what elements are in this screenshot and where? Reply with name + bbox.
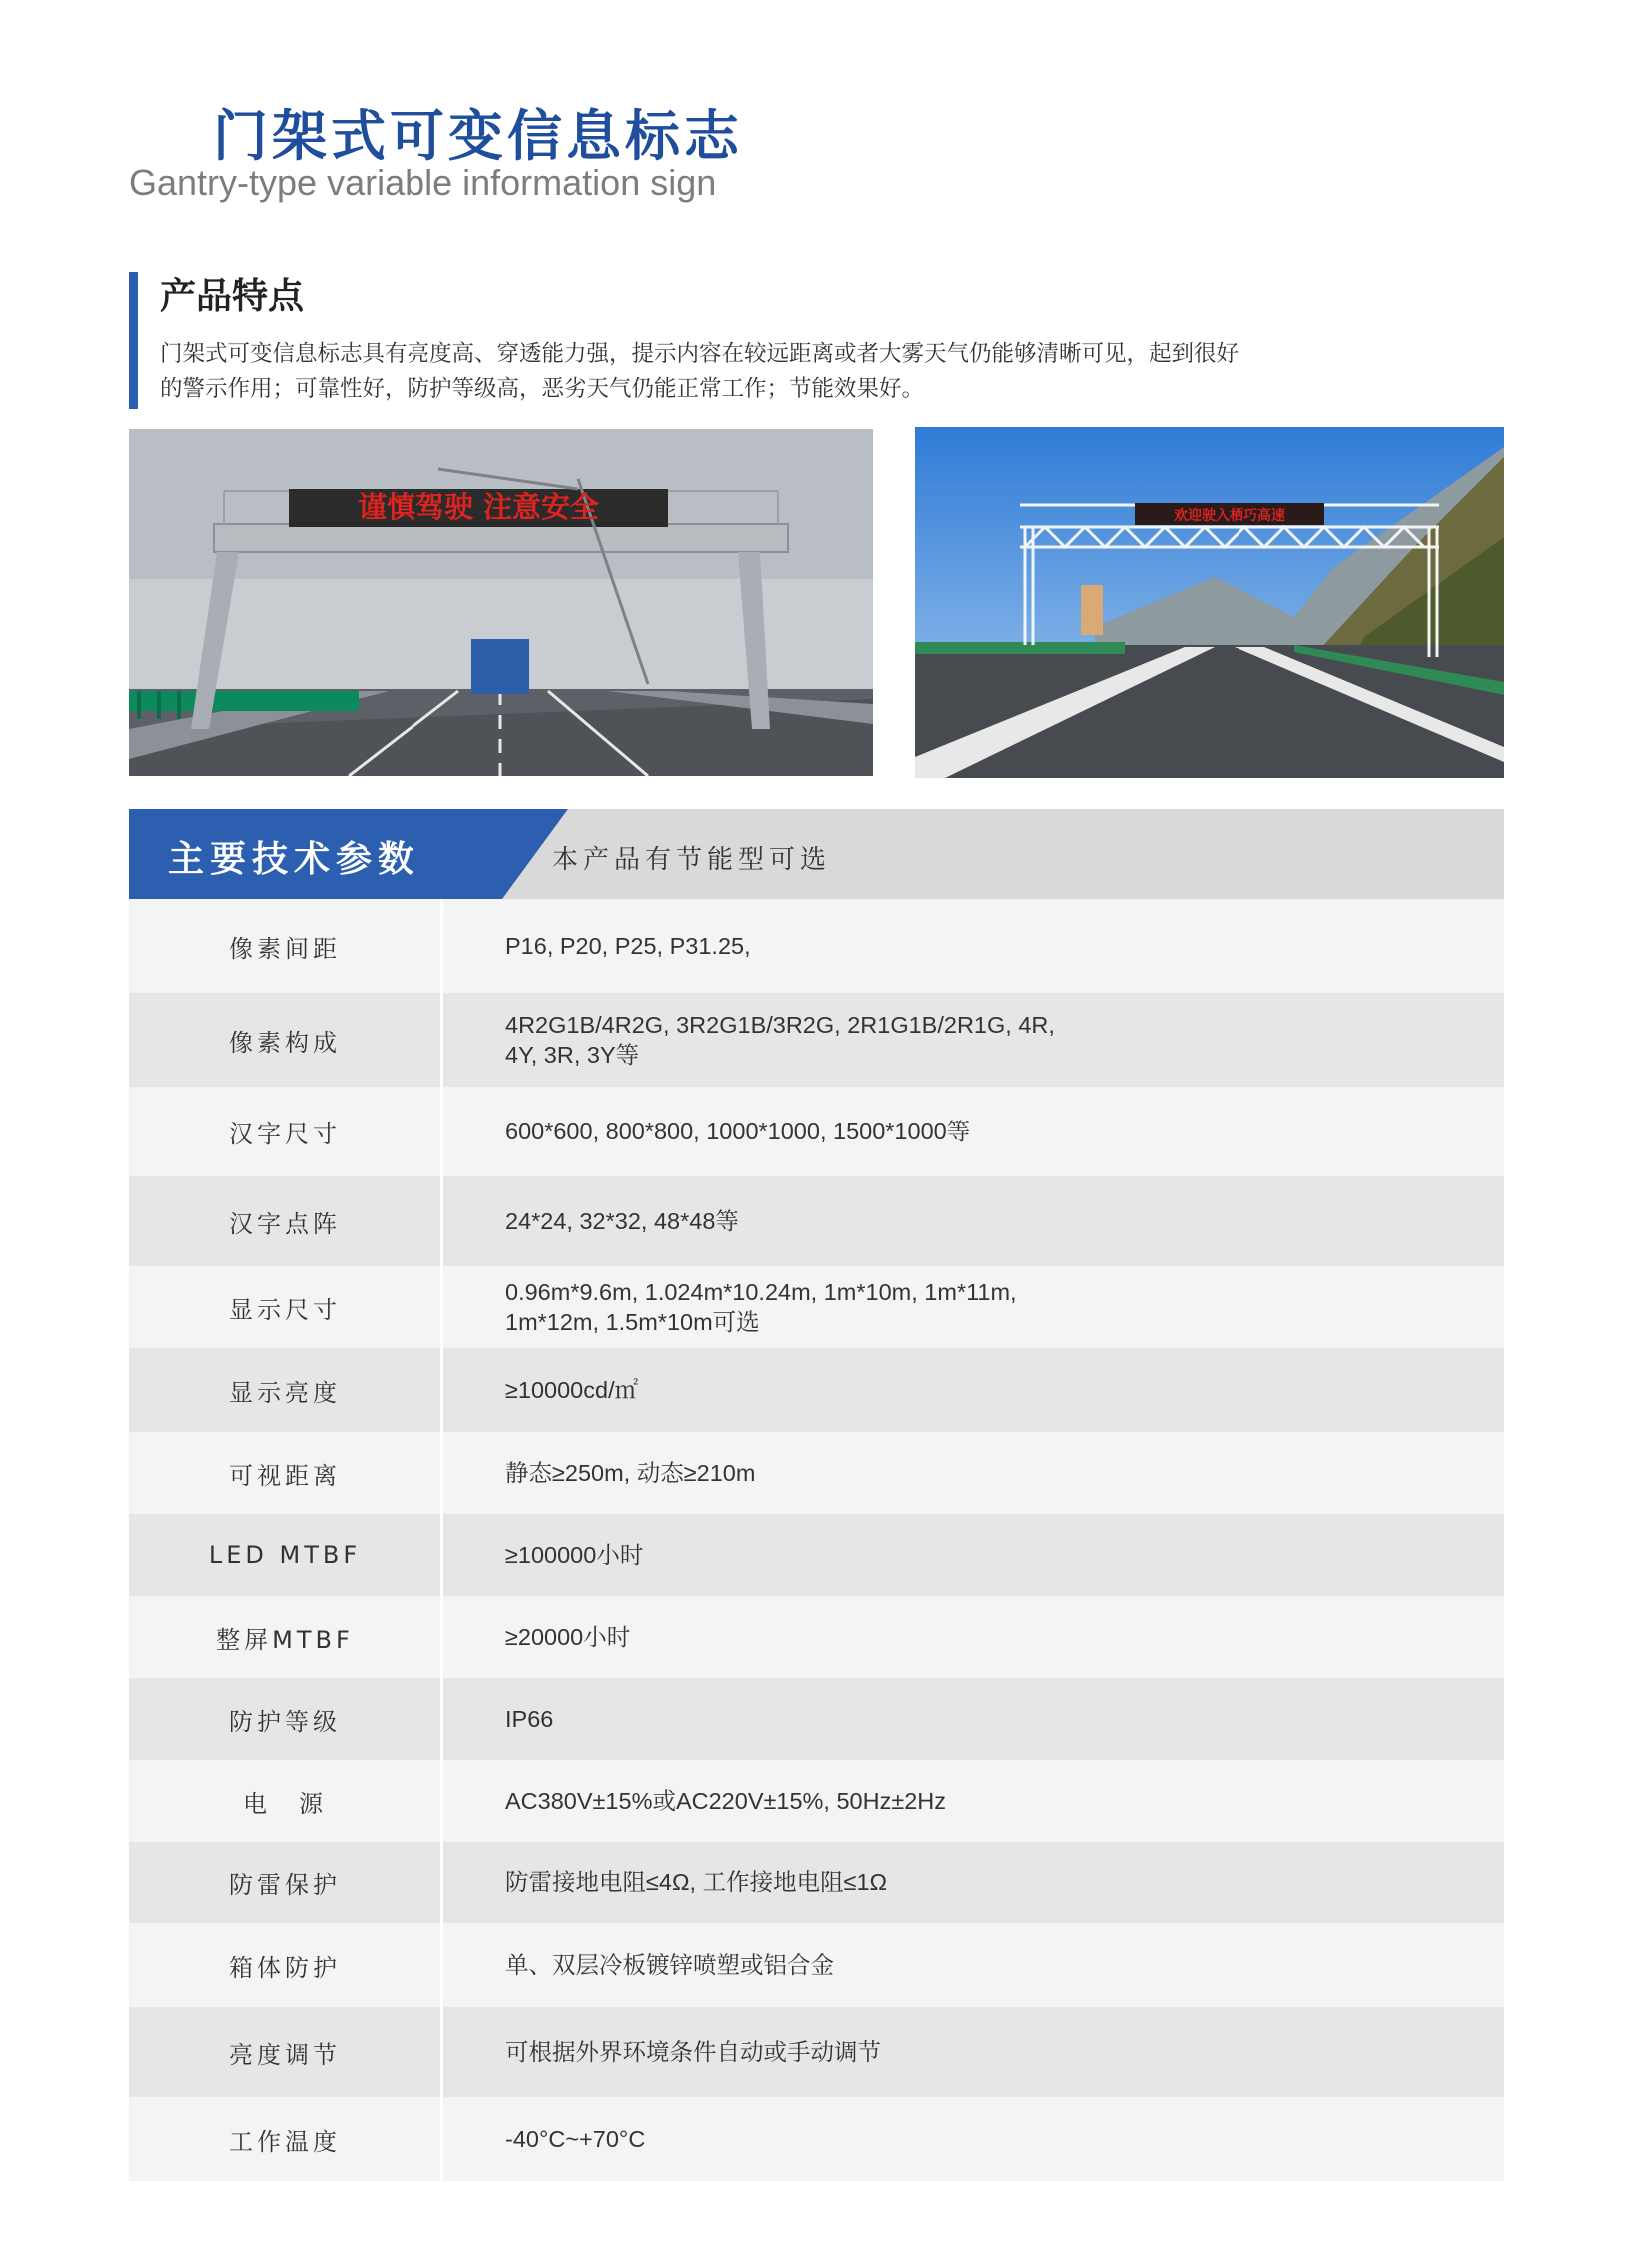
param-label: 工作温度 [129,2097,442,2181]
param-label: 汉字尺寸 [129,1087,442,1176]
table-row [129,1348,1504,1432]
param-label: 防雷保护 [129,1842,442,1923]
param-value [442,993,1505,1087]
param-value: 防雷接地电阻≤4Ω, 工作接地电阻≤1Ω [442,1842,1505,1923]
param-label: 可视距离 [129,1432,442,1514]
param-label: 防护等级 [129,1678,442,1760]
param-value: -40°C~+70°C [442,2097,1505,2181]
param-value: 单、双层冷板镀锌喷塑或铝合金 [442,1923,1505,2007]
param-value: 600*600, 800*800, 1000*1000, 1500*1000等 [442,1087,1505,1176]
param-value-line: 4Y, 3R, 3Y等 [505,1042,640,1068]
photo-mountain-gantry-sign [915,427,1504,778]
table-row [129,1266,1504,1348]
param-value [442,1266,1505,1348]
param-value: P16, P20, P25, P31.25, [442,899,1505,993]
param-value-line: 0.96m*9.6m, 1.024m*10.24m, 1m*10m, 1m*11m, [505,1279,1017,1305]
features-heading: 产品特点 [160,276,305,317]
param-value: ≥100000小时 [442,1514,1505,1596]
features-description: 门架式可变信息标志具有亮度高、穿透能力强，提示内容在较远距离或者大雾天气仍能够清晰可见，起到很好的警示作用；可靠性好，防护等级高，恶劣天气仍能正常工作；节能效果好。 [160,341,1239,402]
param-value-line: 4R2G1B/4R2G, 3R2G1B/3R2G, 2R1G1B/2R1G, 4R, [505,1012,1055,1038]
table-row [129,1596,1504,1678]
param-value: IP66 [442,1678,1505,1760]
page-title: 门架式可变信息标志 [213,104,744,168]
param-value: ≥20000小时 [442,1596,1505,1678]
param-value: AC380V±15%或AC220V±15%, 50Hz±2Hz [442,1760,1505,1842]
table-row [129,1842,1504,1923]
table-row [129,1923,1504,2007]
param-label: 汉字点阵 [129,1176,442,1266]
page-subtitle: Gantry-type variable information sign [129,162,717,203]
params-note: 本产品有节能型可选 [552,845,832,875]
param-label: LED MTBF [129,1514,442,1596]
photo-bridge-gantry-sign [129,429,873,776]
sign-text: 谨慎驾驶 注意安全 [357,490,600,524]
sign-text: 欢迎驶入栖巧高速 [1174,508,1285,524]
table-row [129,1514,1504,1596]
table-row [129,1678,1504,1760]
params-header [129,809,1504,899]
params-heading: 主要技术参数 [168,839,420,880]
param-value: ≥10000cd/㎡ [442,1348,1505,1432]
param-label: 像素构成 [129,993,442,1087]
table-row [129,1176,1504,1266]
param-label: 显示尺寸 [129,1266,442,1348]
table-row [129,2007,1504,2097]
section-accent-bar [129,272,138,409]
param-label: 显示亮度 [129,1348,442,1432]
param-value: 静态≥250m, 动态≥210m [442,1432,1505,1514]
table-row [129,1760,1504,1842]
param-value: 可根据外界环境条件自动或手动调节 [442,2007,1505,2097]
param-label: 像素间距 [129,899,442,993]
param-label: 电 源 [129,1760,442,1842]
param-value-line: 1m*12m, 1.5m*10m可选 [505,1309,760,1335]
table-row [129,899,1504,993]
params-table [129,899,1504,2181]
param-value: 24*24, 32*32, 48*48等 [442,1176,1505,1266]
param-label: 整屏MTBF [129,1596,442,1678]
param-label: 亮度调节 [129,2007,442,2097]
table-row [129,2097,1504,2181]
table-row [129,993,1504,1087]
table-row [129,1087,1504,1176]
param-label: 箱体防护 [129,1923,442,2007]
table-row [129,1432,1504,1514]
